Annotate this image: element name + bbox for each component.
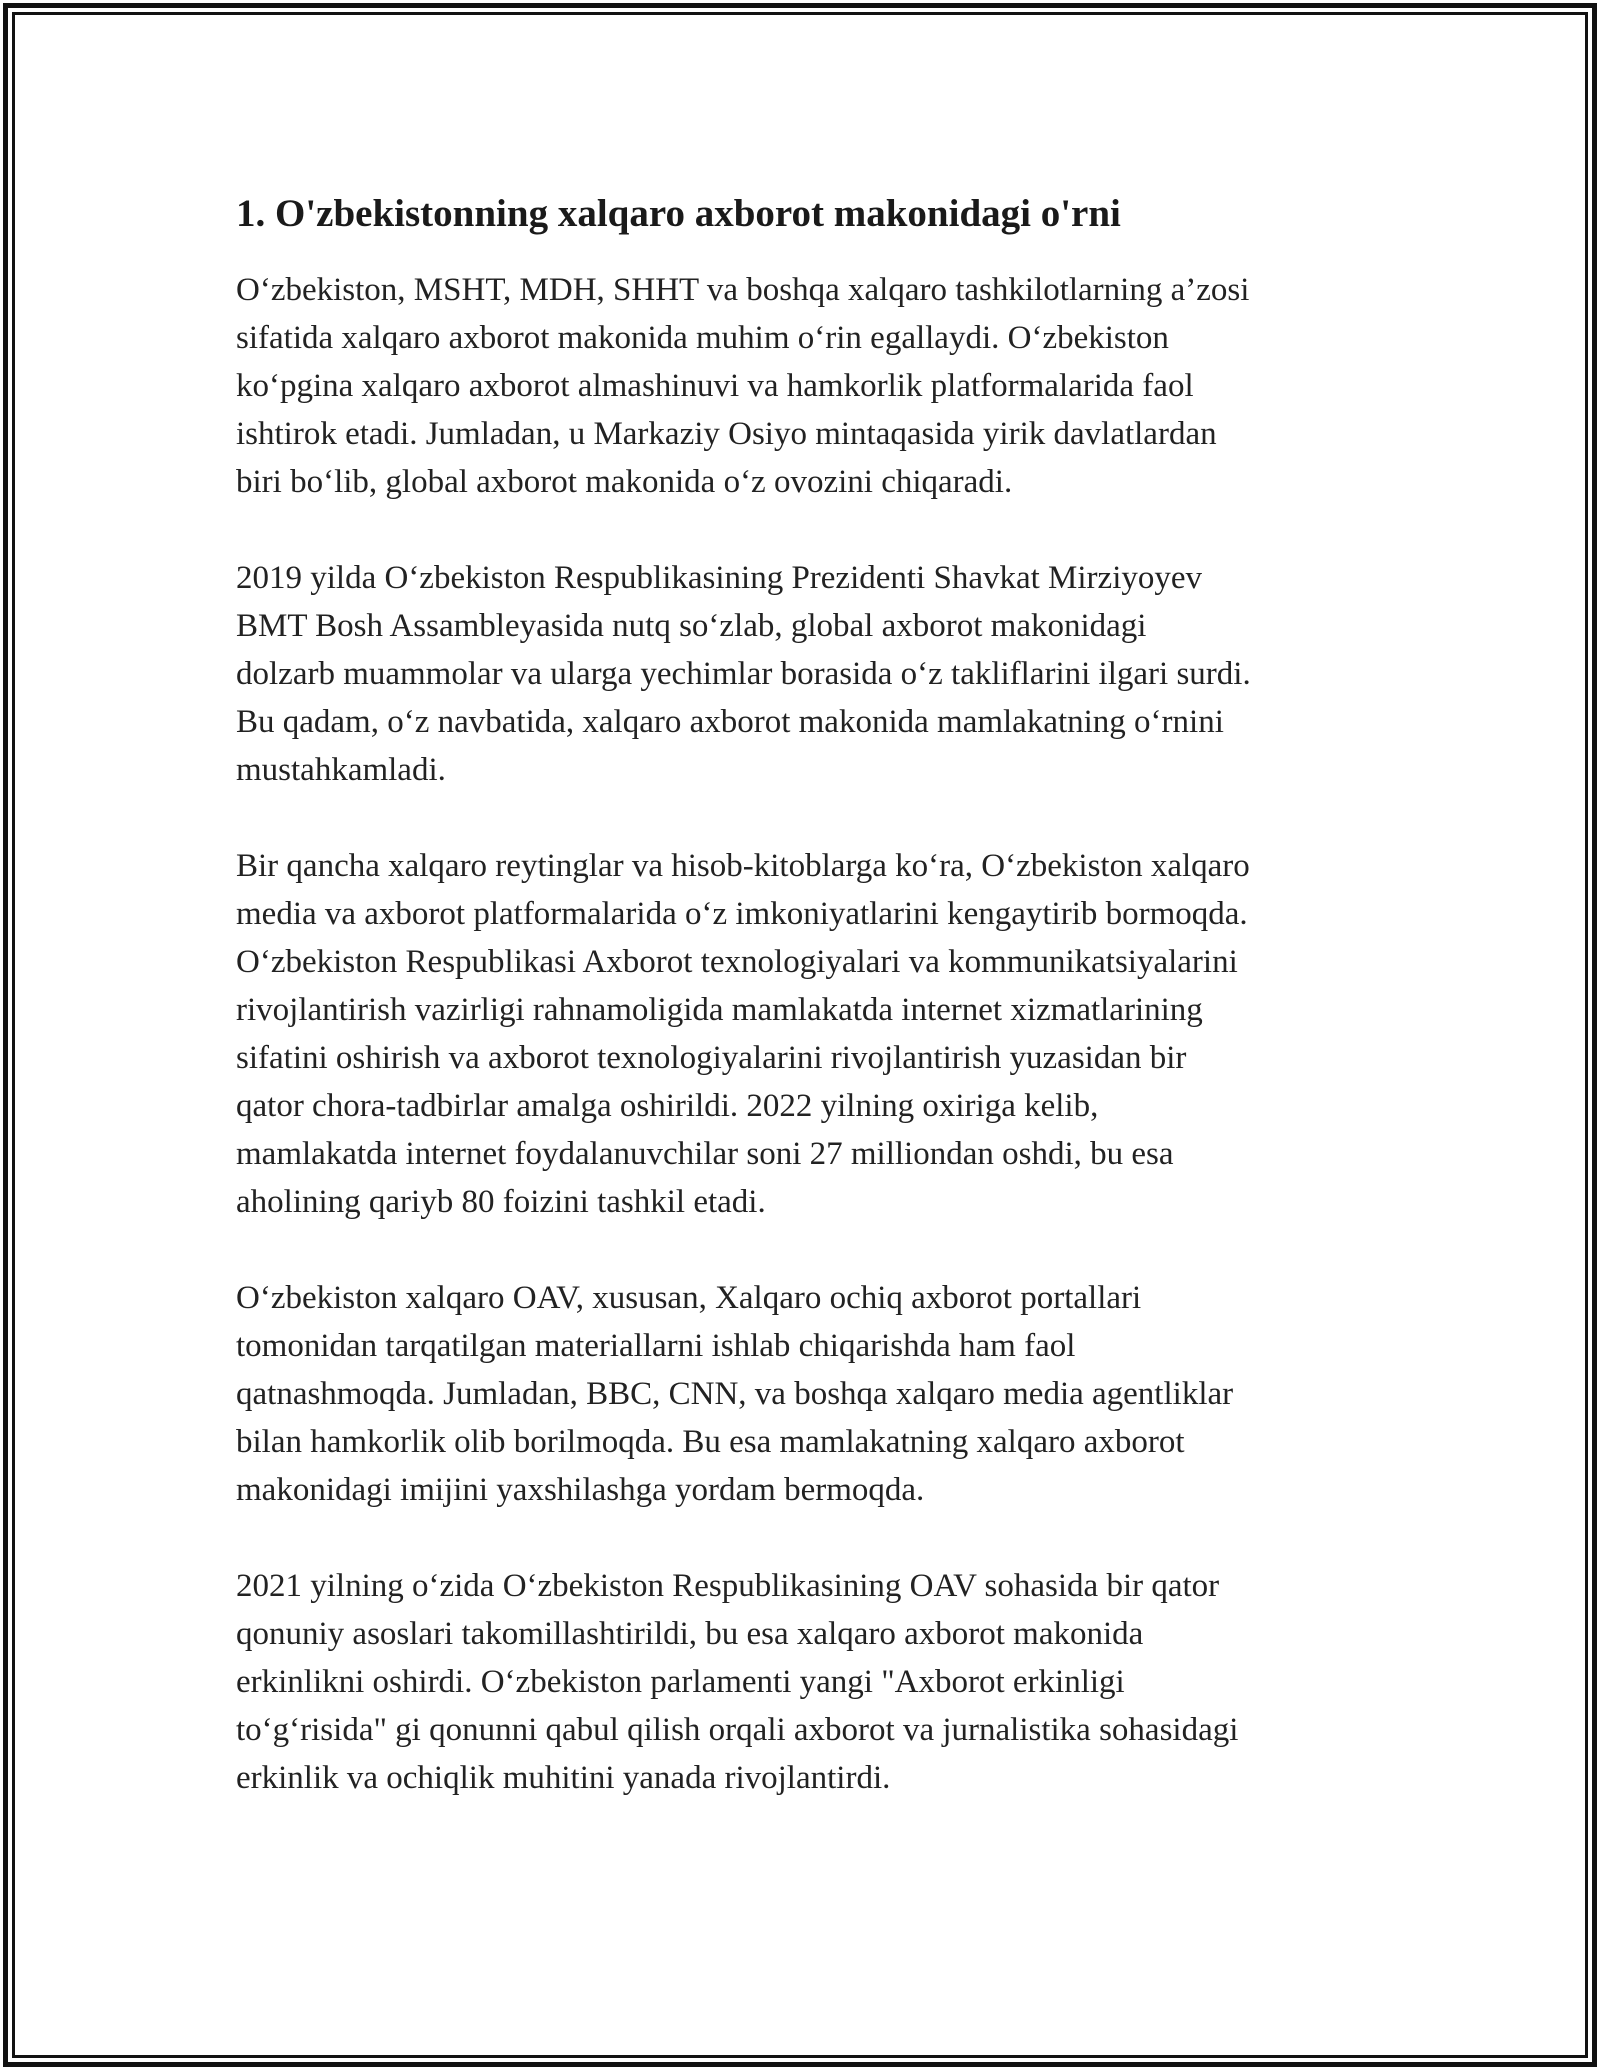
text-line: makonidagi imijini yaxshilashga yordam bermoqda. [236,1472,925,1508]
text-line: sifatida xalqaro axborot makonida muhim o‘rin egallaydi. O‘zbekiston [236,320,1169,356]
text-line: to‘g‘risida" gi qonunni qabul qilish orqali axborot va jurnalistika sohasidagi [236,1712,1239,1748]
text-line: dolzarb muammolar va ularga yechimlar borasida o‘z takliflarini ilgari surdi. [236,656,1251,692]
text-line: O‘zbekiston Respublikasi Axborot texnologiyalari va kommunikatsiyalarini [236,944,1238,980]
paragraph-5 [236,1562,1386,1802]
text-line: Bir qancha xalqaro reytinglar va hisob-kitoblarga ko‘ra, O‘zbekiston xalqaro [236,848,1250,884]
text-line: tomonidan tarqatilgan materiallarni ishlab chiqarishda ham faol [236,1328,1076,1364]
text-line: 2019 yilda O‘zbekiston Respublikasining Prezidenti Shavkat Mirziyoyev [236,560,1203,596]
text-line: mamlakatda internet foydalanuvchilar soni 27 milliondan oshdi, bu esa [236,1136,1174,1172]
paragraph-2 [236,554,1386,794]
document-body [236,188,1386,1850]
text-line: bilan hamkorlik olib borilmoqda. Bu esa mamlakatning xalqaro axborot [236,1424,1185,1460]
text-line: Bu qadam, o‘z navbatida, xalqaro axborot makonida mamlakatning o‘rnini [236,704,1224,740]
text-line: ko‘pgina xalqaro axborot almashinuvi va hamkorlik platformalarida faol [236,368,1194,404]
text-line: erkinlikni oshirdi. O‘zbekiston parlamenti yangi "Axborot erkinligi [236,1664,1125,1700]
text-line: O‘zbekiston xalqaro OAV, xususan, Xalqaro ochiq axborot portallari [236,1280,1142,1316]
text-line: ishtirok etadi. Jumladan, u Markaziy Osiyo mintaqasida yirik davlatlardan [236,416,1217,452]
text-line: biri bo‘lib, global axborot makonida o‘z ovozini chiqaradi. [236,464,1013,500]
text-line: O‘zbekiston, MSHT, MDH, SHHT va boshqa xalqaro tashkilotlarning a’zosi [236,272,1250,308]
paragraph-3 [236,842,1386,1226]
document-title: 1. O'zbekistonning xalqaro axborot makonidagi o'rni [236,192,1121,235]
text-line: rivojlantirish vazirligi rahnamoligida mamlakatda internet xizmatlarining [236,992,1203,1028]
text-line: BMT Bosh Assambleyasida nutq so‘zlab, global axborot makonidagi [236,608,1147,644]
paragraph-4 [236,1274,1386,1514]
text-line: 2021 yilning o‘zida O‘zbekiston Respublikasining OAV sohasida bir qator [236,1568,1220,1604]
text-line: qatnashmoqda. Jumladan, BBC, CNN, va boshqa xalqaro media agentliklar [236,1376,1234,1412]
text-line: aholining qariyb 80 foizini tashkil etadi. [236,1184,766,1220]
text-line: media va axborot platformalarida o‘z imkoniyatlarini kengaytirib bormoqda. [236,896,1248,932]
text-line: mustahkamladi. [236,752,446,788]
text-line: qonuniy asoslari takomillashtirildi, bu esa xalqaro axborot makonida [236,1616,1144,1652]
text-line: sifatini oshirish va axborot texnologiyalarini rivojlantirish yuzasidan bir [236,1040,1187,1076]
text-line: erkinlik va ochiqlik muhitini yanada rivojlantirdi. [236,1760,891,1796]
text-line: qator chora-tadbirlar amalga oshirildi. 2022 yilning oxiriga kelib, [236,1088,1099,1124]
paragraph-1 [236,266,1386,506]
